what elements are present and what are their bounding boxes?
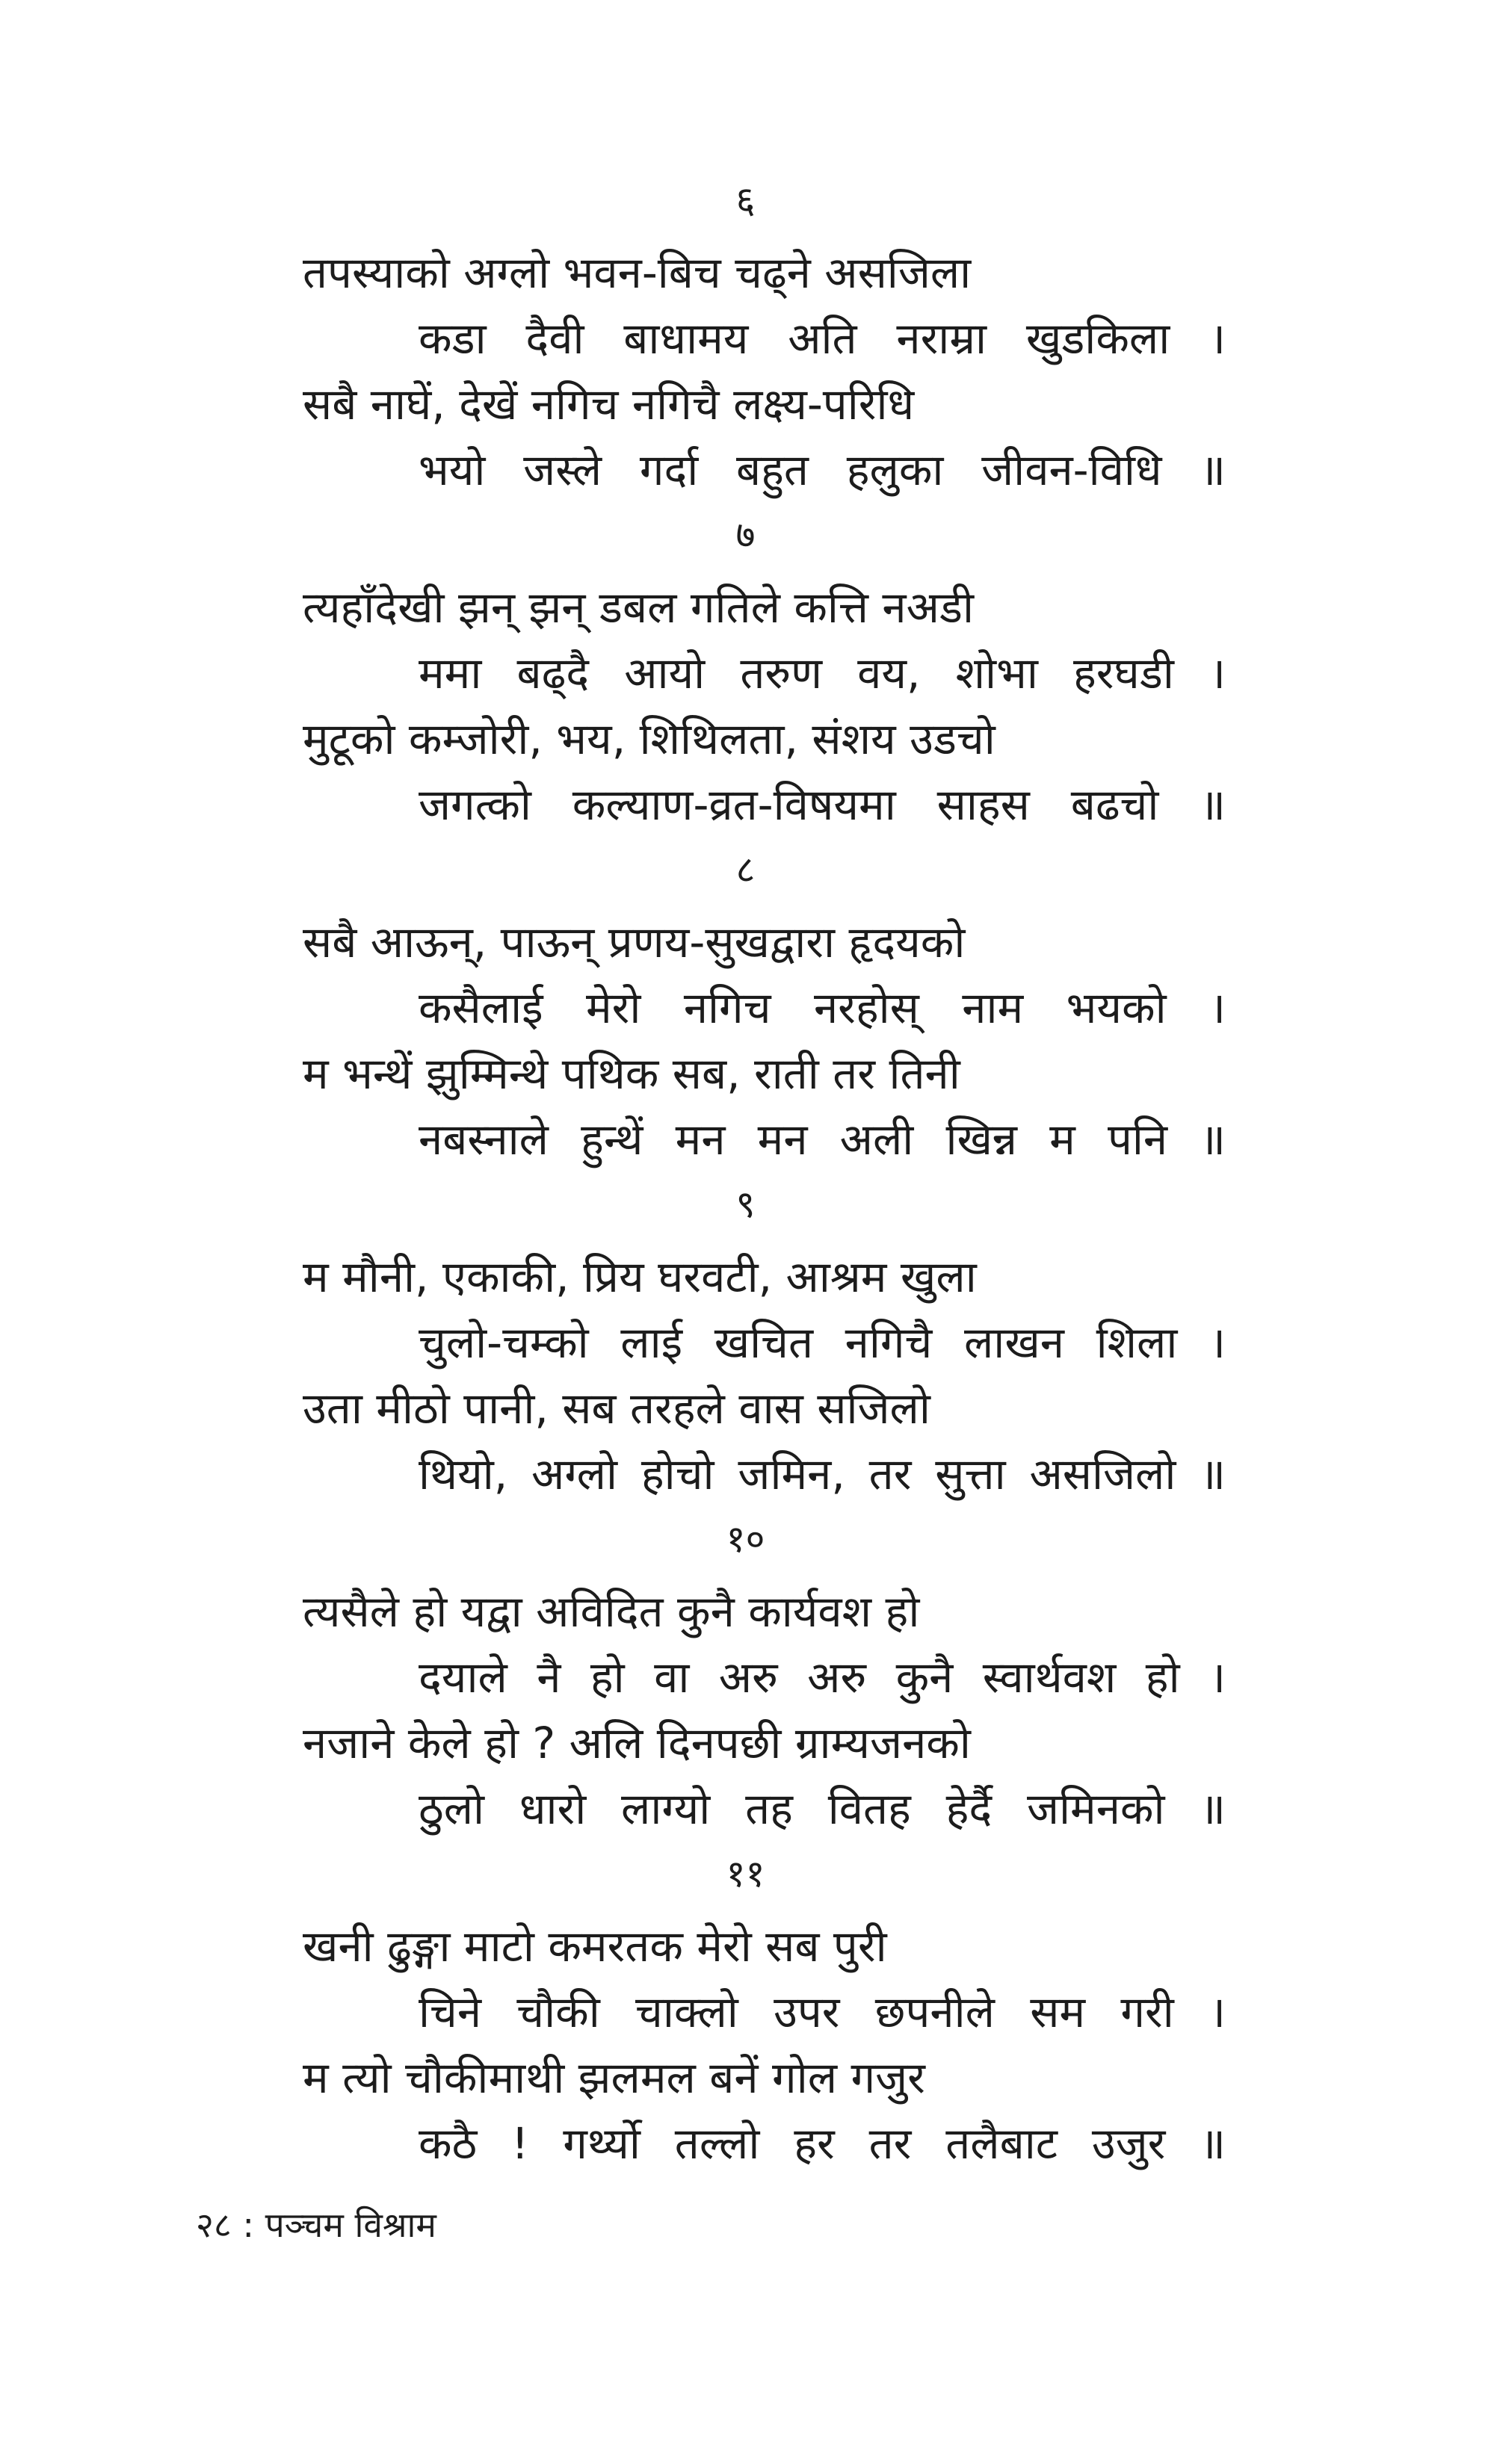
verse-line: चिने चौकी चाक्लो उपर छपनीले सम गरी । — [419, 1987, 1226, 2037]
stanza-number: ९ — [735, 1183, 756, 1226]
stanza-number: १० — [726, 1517, 765, 1561]
verse-line: मुटूको कम्जोरी, भय, शिथिलता, संशय उडचो — [303, 713, 995, 764]
verse-line: म त्यो चौकीमाथी झलमल बनें गोल गजुर — [303, 2052, 925, 2103]
stanza-number: ११ — [726, 1852, 765, 1895]
verse-line: सबै नाघें, देखें नगिच नगिचै लक्ष्य-परिधि — [303, 379, 915, 430]
verse-line: सबै आऊन्, पाऊन् प्रणय-सुखद्वारा हृदयको — [303, 917, 966, 968]
verse-line: भयो जस्ले गर्दा बहुत हलुका जीवन-विधि ॥ — [419, 445, 1226, 495]
verse-line: म भन्थें झुम्मिन्थे पथिक सब, राती तर तिनी — [303, 1048, 960, 1099]
verse-line: त्यसैले हो यद्वा अविदित कुनै कार्यवश हो — [303, 1586, 920, 1637]
verse-line: ठुलो धारो लाग्यो तह वितह हेर्दै जमिनको ॥ — [419, 1783, 1226, 1834]
verse-line: दयाले नै हो वा अरु अरु कुनै स्वार्थवश हो । — [419, 1652, 1226, 1703]
verse-line: थियो, अग्लो होचो जमिन, तर सुत्ता असजिलो ॥ — [419, 1449, 1226, 1499]
verse-line: ममा बढ्दै आयो तरुण वय, शोभा हरघडी । — [419, 648, 1226, 699]
verse-line: कठै ! गर्थ्यो तल्लो हर तर तलैबाट उजुर ॥ — [419, 2118, 1226, 2169]
verse-line: नजाने केले हो ? अलि दिनपछी ग्राम्यजनको — [303, 1718, 971, 1768]
verse-line: कडा दैवी बाधामय अति नराम्रा खुडकिला । — [419, 313, 1226, 364]
verse-line: त्यहाँदेखी झन् झन् डबल गतिले कत्ति नअडी — [303, 582, 974, 633]
verse-line: खनी ढुङ्गा माटो कमरतक मेरो सब पुरी — [303, 1921, 887, 1972]
verse-line: तपस्याको अग्लो भवन-बिच चढ्ने असजिला — [303, 247, 972, 298]
stanza-number: ८ — [735, 848, 756, 891]
stanza-number: ६ — [735, 179, 756, 222]
verse-line: चुलो-चम्को लाई खचित नगिचै लाखन शिला । — [419, 1317, 1226, 1368]
verse-line: म मौनी, एकाकी, प्रिय घरवटी, आश्रम खुला — [303, 1251, 977, 1302]
verse-line: उता मीठो पानी, सब तरहले वास सजिलो — [303, 1383, 930, 1434]
stanza-number: ७ — [735, 513, 756, 557]
verse-line: नबस्नाले हुन्थें मन मन अली खिन्न म पनि ॥ — [419, 1114, 1226, 1165]
verse-line: जगत्को कल्याण-व्रत-विषयमा साहस बढचो ॥ — [419, 779, 1226, 830]
page-footer: २८ : पञ्चम विश्राम — [196, 2205, 436, 2245]
verse-line: कसैलाई मेरो नगिच नरहोस् नाम भयको । — [419, 982, 1226, 1033]
